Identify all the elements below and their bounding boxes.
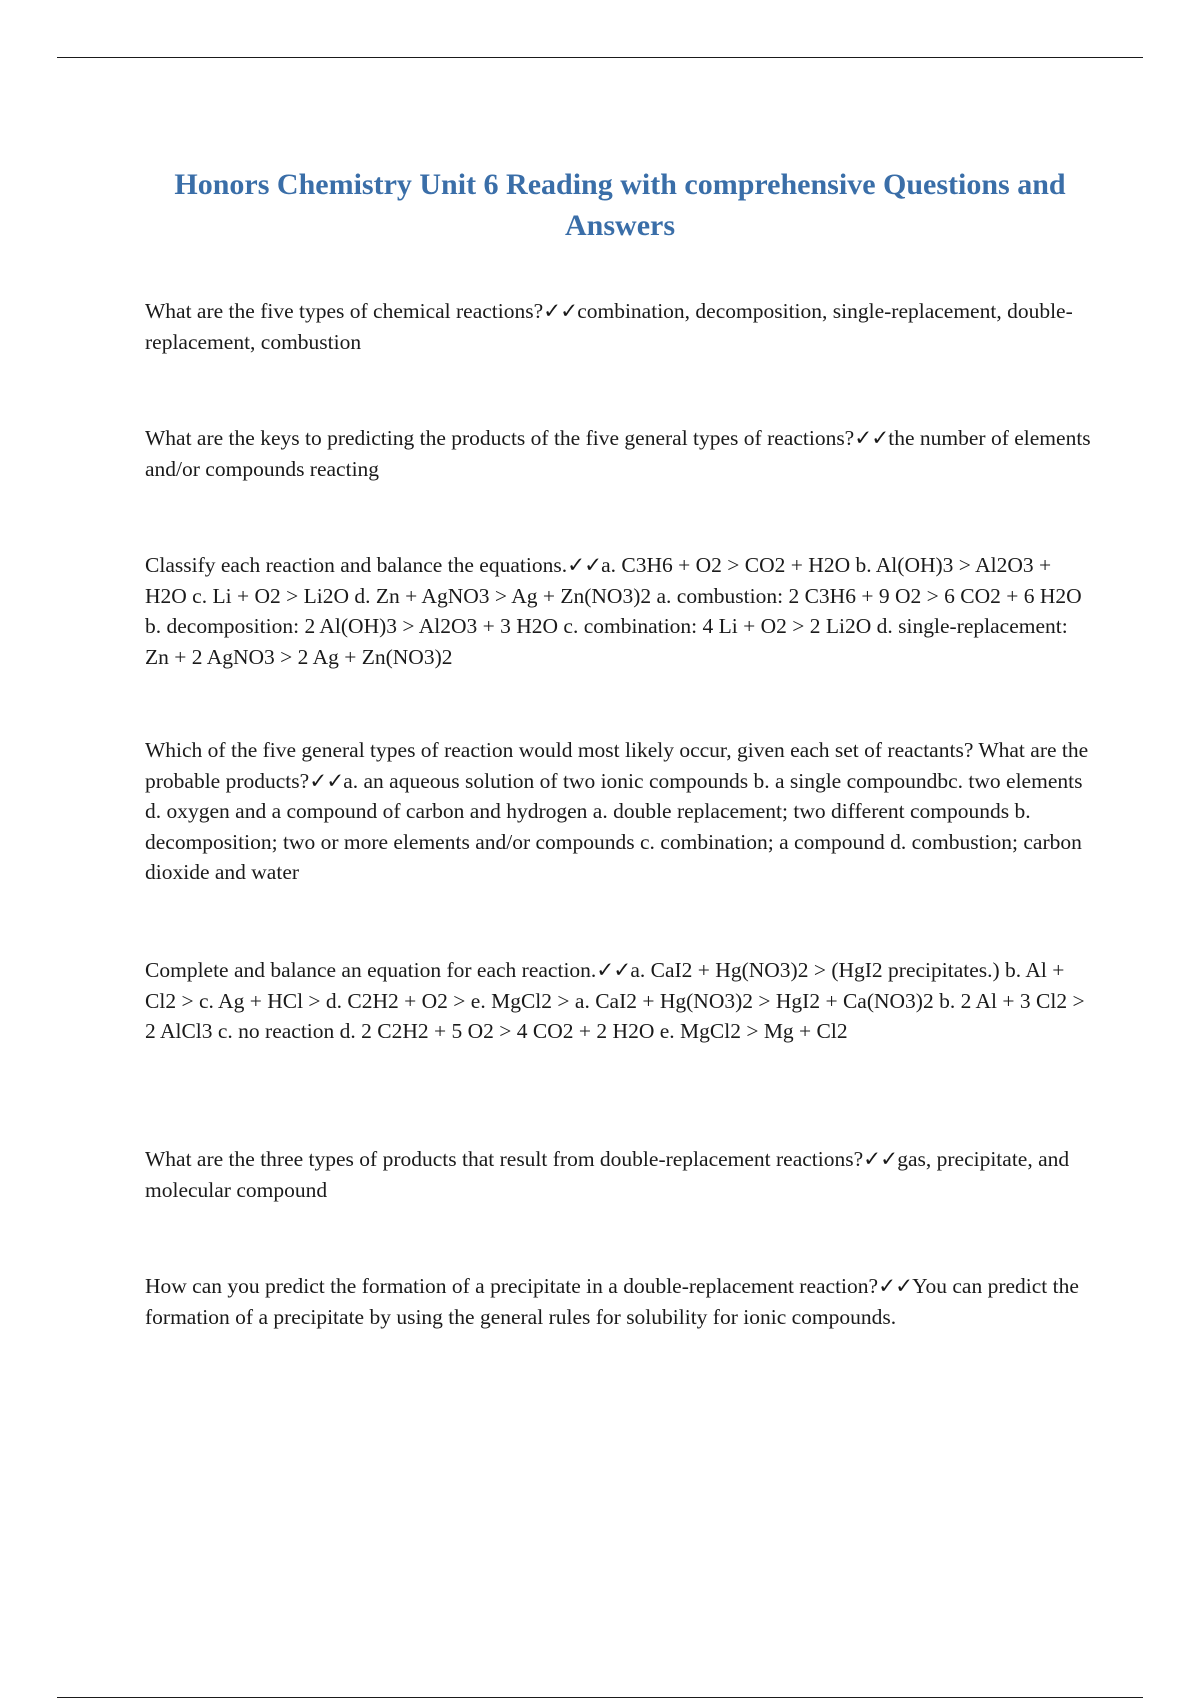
qa-item	[145, 1271, 1095, 1332]
qa-item	[145, 1144, 1095, 1205]
header-rule	[57, 57, 1143, 58]
double-check-icon: ✓✓	[854, 426, 889, 450]
qa-item	[145, 955, 1095, 1047]
question-text: What are the keys to predicting the products of the five general types of reactions?	[145, 426, 855, 450]
qa-item	[145, 550, 1095, 672]
double-check-icon: ✓✓	[309, 768, 344, 793]
qa-item	[145, 735, 1095, 888]
answer-text: a. an aqueous solution of two ionic compounds b. a single compoundbc. two elements d. oxygen and a compound of carbon and hydrogen a. double replacement; two different compounds b. decomposition; two or more elements and/or compounds c. combination; a compound d. combustion; carbon dioxide and water	[145, 768, 1083, 884]
footer-rule	[57, 1697, 1143, 1698]
double-check-icon: ✓✓	[878, 1274, 913, 1298]
double-check-icon: ✓✓	[543, 299, 578, 323]
answer-text: gas, precipitate, and molecular compound	[145, 1147, 1070, 1202]
double-check-icon: ✓✓	[567, 553, 602, 577]
question-text: Which of the five general types of reaction would most likely occur, given each set of reactants? What are the probable products?	[145, 738, 1089, 793]
question-text: How can you predict the formation of a precipitate in a double-replacement reaction?	[145, 1274, 879, 1298]
qa-item	[145, 296, 1095, 357]
answer-text: a. CaI2 + Hg(NO3)2 > (HgI2 precipitates.) b. Al + Cl2 > c. Ag + HCl > d. C2H2 + O2 > e. MgCl2 > a. CaI2 + Hg(NO3)2 > HgI2 + Ca(NO3)2 b. 2 Al + 3 Cl2 > 2 AlCl3 c. no reaction d. 2 C2H2 + 5 O2 > 4 CO2 + 2 H2O e. MgCl2 > Mg + Cl2	[145, 958, 1085, 1043]
answer-text: combination, decomposition, single-replacement, double-replacement, combustion	[145, 299, 1073, 354]
question-text: What are the five types of chemical reactions?	[145, 299, 544, 323]
double-check-icon: ✓✓	[596, 958, 631, 982]
answer-text: You can predict the formation of a precipitate by using the general rules for solubility for ionic compounds.	[145, 1274, 1079, 1329]
answer-text: a. C3H6 + O2 > CO2 + H2O b. Al(OH)3 > Al2O3 + H2O c. Li + O2 > Li2O d. Zn + AgNO3 > Ag + Zn(NO3)2 a. combustion: 2 C3H6 + 9 O2 > 6 CO2 + 6 H2O b. decomposition: 2 Al(OH)3 > Al2O3 + 3 H2O c. combination: 4 Li + O2 > 2 Li2O d. single-replacement: Zn + 2 AgNO3 > 2 Ag + Zn(NO3)2	[145, 553, 1082, 669]
double-check-icon: ✓✓	[863, 1147, 898, 1171]
document-title: Honors Chemistry Unit 6 Reading with comprehensive Questions and Answers	[174, 168, 1066, 242]
question-text: Classify each reaction and balance the equations.	[145, 553, 568, 577]
question-text: Complete and balance an equation for each reaction.	[145, 958, 597, 982]
question-text: What are the three types of products that result from double-replacement reactions?	[145, 1147, 864, 1171]
answer-text: the number of elements and/or compounds reacting	[145, 426, 1091, 481]
qa-item	[145, 423, 1095, 484]
